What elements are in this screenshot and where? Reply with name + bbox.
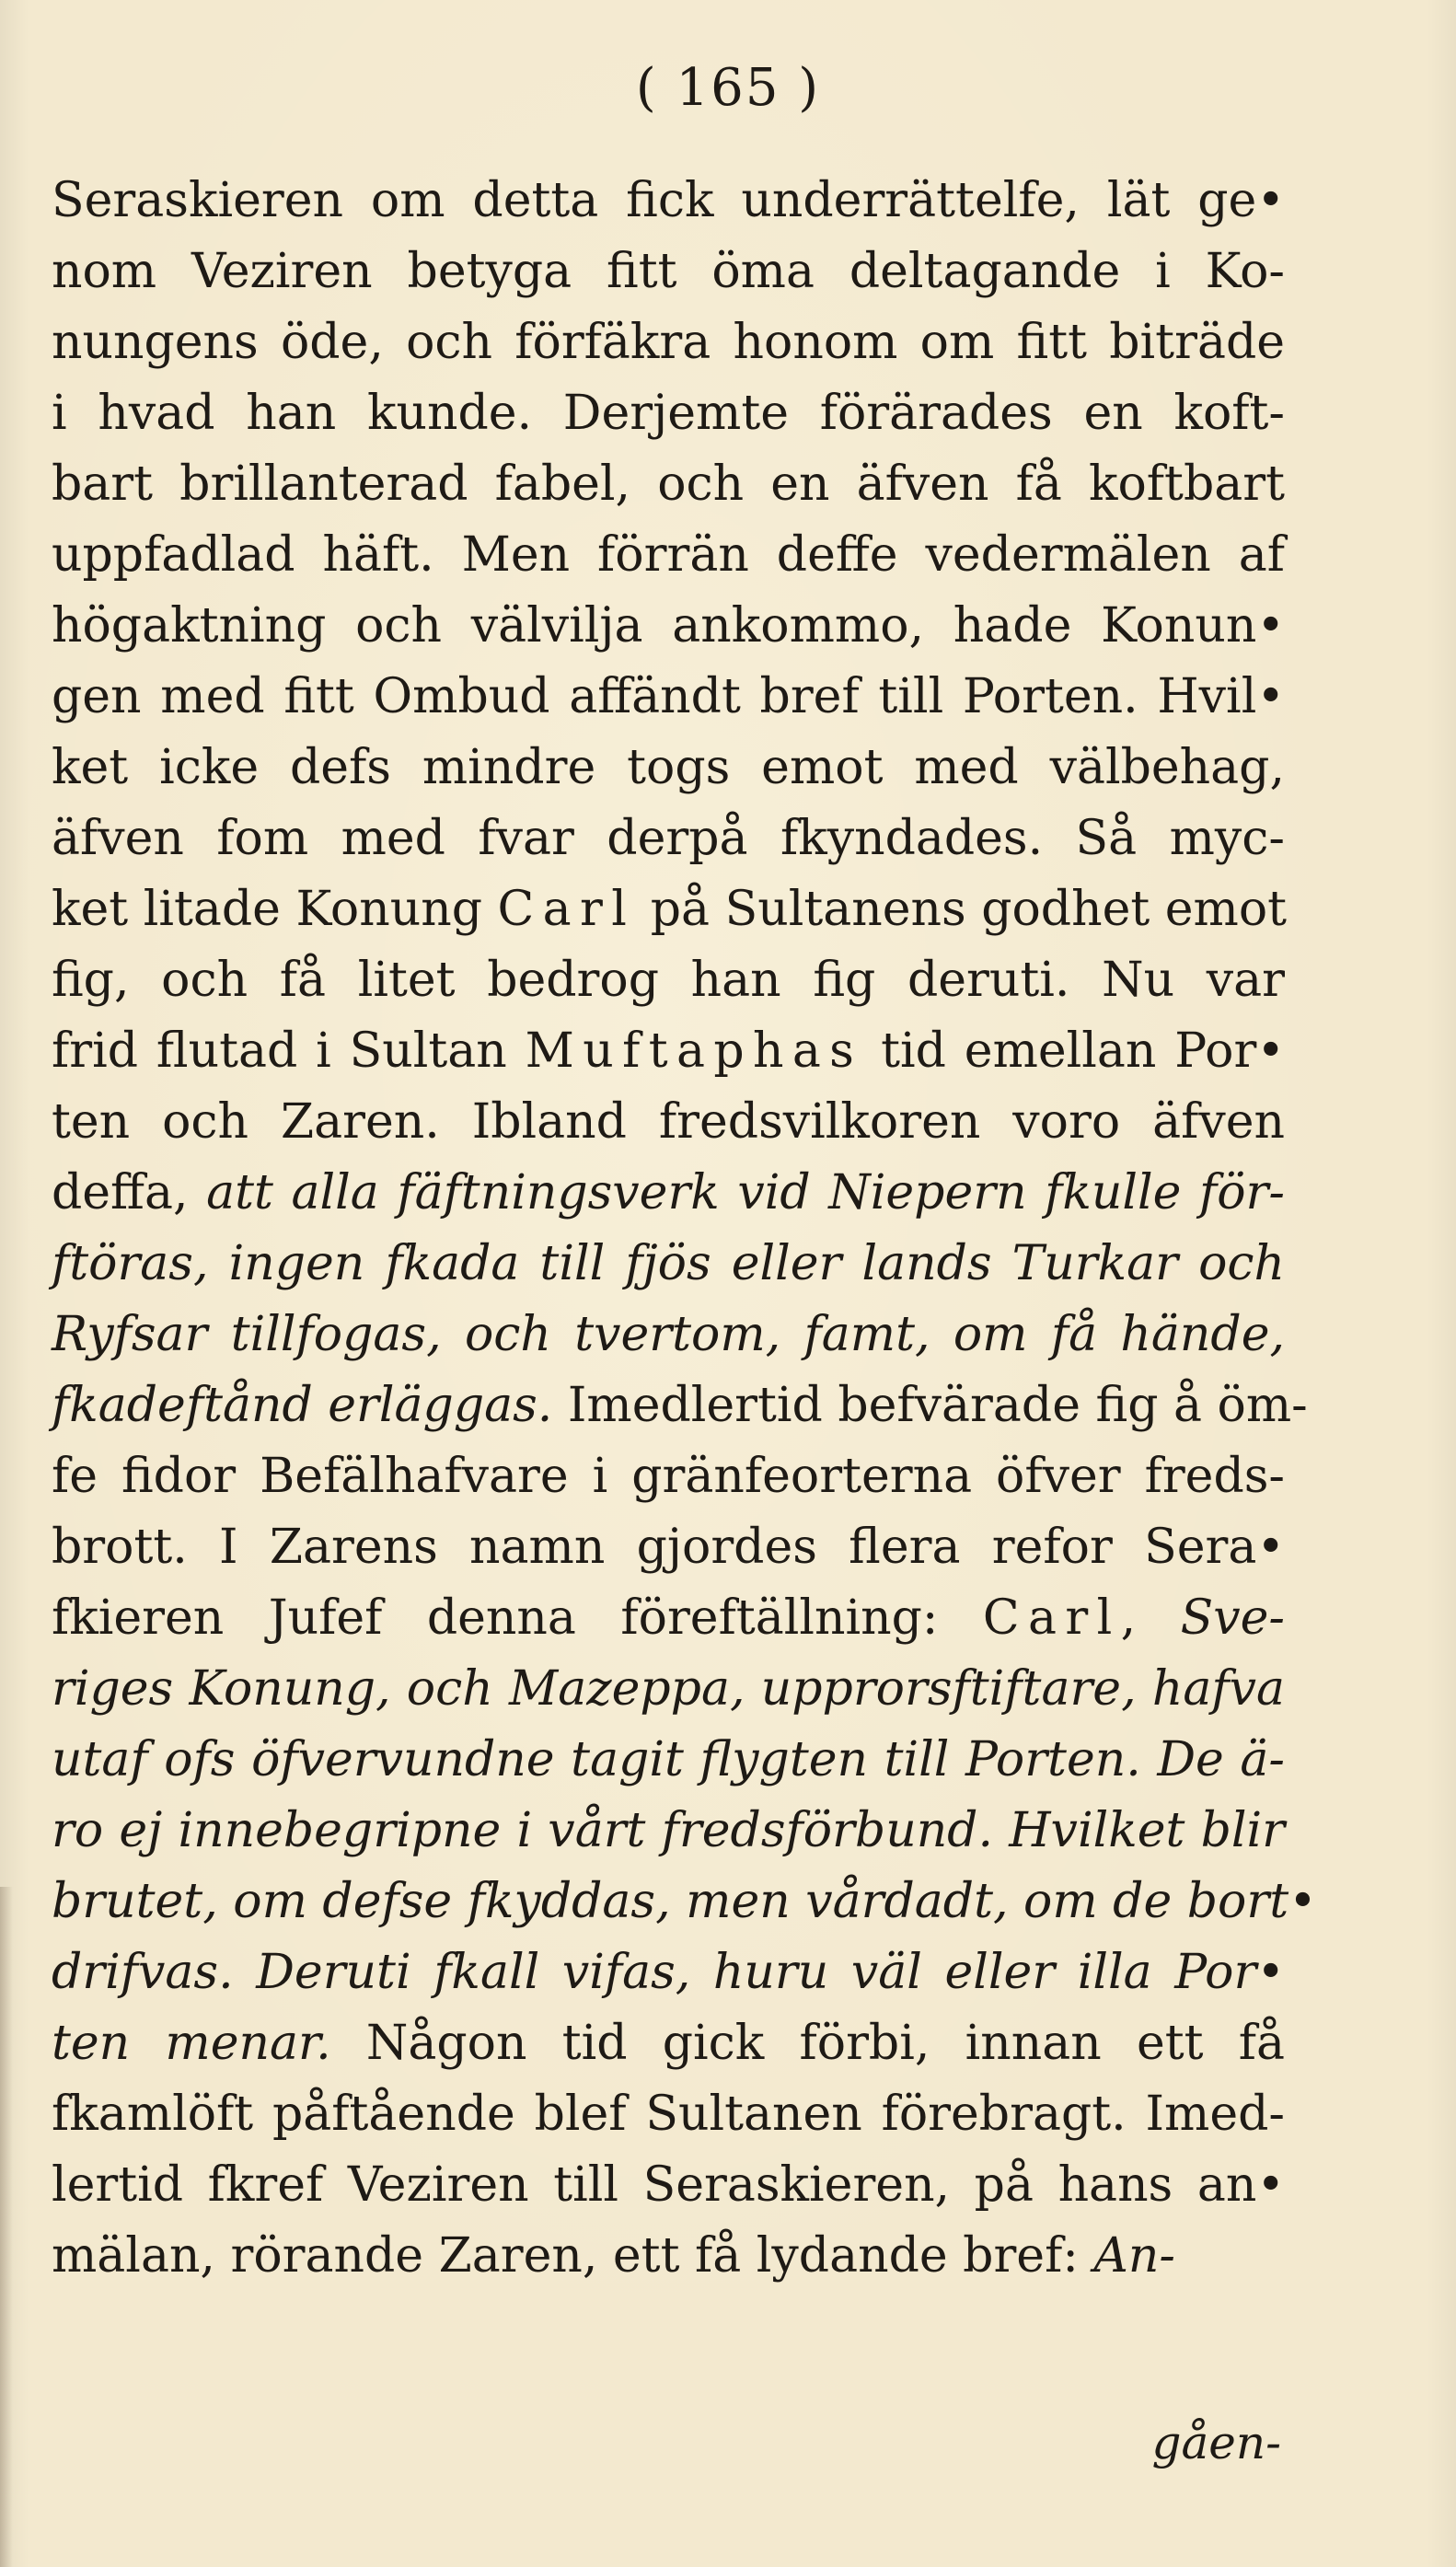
text-segment: på Sultanens godhet emot [635,882,1288,937]
text-line [52,591,1285,662]
text-segment: , [1120,1590,1181,1646]
text-line [52,2221,1285,2292]
text-segment: frid flutad i Sultan [52,1023,526,1079]
text-segment: Någon tid gick förbi, innan ett få [330,2016,1285,2071]
spaced-name: Muftaphas [525,1023,863,1079]
text-segment: i hvad han kunde. Derjemte förärades en koft- [52,386,1285,441]
text-segment: brott. I Zarens namn gjordes flera refor Sera• [52,1520,1285,1575]
text-segment: mälan, rörande Zaren, ett få lydande bref: [52,2228,1094,2284]
text-line [52,1796,1285,1867]
text-segment: fkieren Jufef denna föreftällning: [52,1590,983,1646]
text-segment: högaktning och välvilja ankommo, hade Konun• [52,598,1285,653]
text-line [52,2079,1285,2150]
catchword: gåen- [1151,2416,1281,2469]
italic-text: brutet, om defse fkyddas, men vårdadt, om de bort• [52,1874,1317,1929]
italic-text: Sve- [1180,1590,1285,1646]
text-segment: nom Veziren betyga fitt öma deltagande i Ko- [52,244,1285,299]
italic-text: drifvas. Deruti fkall vifas, huru väl eller illa Por• [52,1945,1285,2000]
page-edge-shadow [0,1887,13,2567]
text-line [52,1087,1285,1158]
text-line [52,1370,1308,1441]
page-number-header: ( 165 ) [635,58,821,118]
text-segment: Imedlertid befvärade fig å öm- [552,1378,1308,1433]
text-segment: bart brillanterad fabel, och en äfven få koftbart [52,457,1285,512]
text-line [52,1441,1285,1512]
text-segment: ket icke defs mindre togs emot med välbehag, [52,740,1285,795]
text-line [52,945,1285,1016]
text-segment: uppfadlad häft. Men förrän deffe vedermälen af [52,527,1285,583]
text-line [52,2150,1285,2221]
text-segment: fe fidor Befälhafvare i gränfeorterna öfver freds- [52,1449,1285,1504]
text-line [52,307,1285,378]
text-segment: äfven fom med fvar derpå fkyndades. Så myc- [52,811,1285,866]
text-line [52,1654,1285,1725]
text-line [52,662,1285,733]
text-segment: fig, och få litet bedrog han fig deruti. Nu var [52,953,1285,1008]
text-line [52,1937,1285,2008]
text-segment: lertid fkref Veziren till Seraskieren, på hans an• [52,2157,1285,2213]
italic-text: fkadeftånd erläggas. [52,1378,553,1433]
text-line [52,237,1285,307]
text-line [52,804,1285,874]
text-line [52,1300,1285,1370]
text-segment: Seraskieren om detta fick underrättelfe, lät ge• [52,173,1285,228]
spaced-name: Carl [982,1590,1121,1646]
text-line [52,520,1285,591]
text-line [52,2008,1285,2079]
text-line [52,1229,1285,1300]
text-segment: ket litade Konung [52,882,498,937]
text-line [52,166,1285,237]
text-line [52,874,1288,945]
italic-text: ro ej innebegripne i vårt fredsförbund. Hvilket blir [52,1803,1285,1858]
text-segment: deffa, [52,1165,207,1220]
text-line [52,1016,1285,1087]
text-line [52,1512,1285,1583]
text-segment: fkamlöft påftående blef Sultanen förebragt. Imed- [52,2087,1285,2142]
text-line [52,449,1285,520]
text-segment: nungens öde, och förfäkra honom om fitt biträde [52,315,1285,370]
text-line [52,1725,1285,1796]
text-line [52,733,1285,804]
body-text [52,166,1317,2292]
text-line [52,378,1285,449]
italic-text: ftöras, ingen fkada till fjös eller lands Turkar och [52,1236,1285,1291]
italic-text: utaf ofs öfvervundne tagit flygten till Porten. De ä- [52,1732,1285,1787]
italic-text: Ryfsar tillfogas, och tvertom, famt, om få hände, [52,1307,1285,1362]
italic-text: att alla fäftningsverk vid Niepern fkulle för- [206,1165,1285,1220]
text-segment: gen med fitt Ombud affändt bref till Porten. Hvil• [52,669,1285,724]
text-segment: tid emellan Por• [862,1023,1285,1079]
text-line [52,1158,1285,1229]
spaced-name: Carl [497,882,636,937]
italic-text: ten menar. [52,2016,331,2071]
italic-text: An- [1093,2228,1175,2284]
text-line [52,1583,1285,1654]
italic-text: riges Konung, och Mazeppa, upprorsftiftare, hafva [52,1661,1285,1717]
text-line [52,1867,1317,1937]
text-segment: ten och Zaren. Ibland fredsvilkoren voro äfven [52,1094,1285,1150]
